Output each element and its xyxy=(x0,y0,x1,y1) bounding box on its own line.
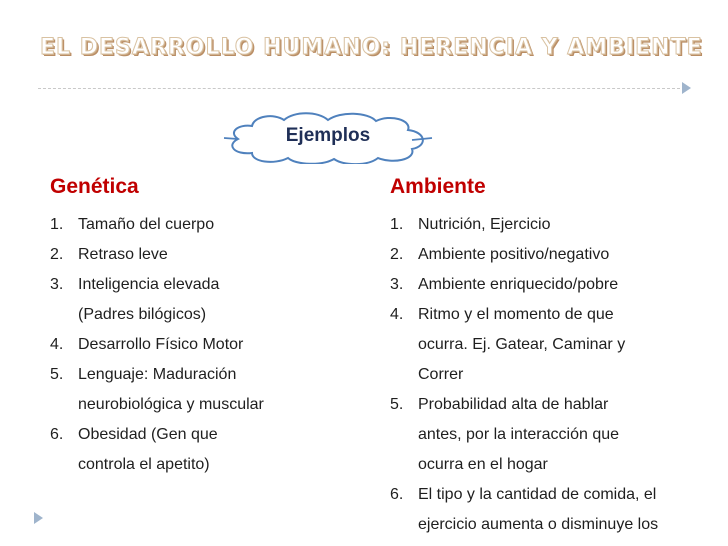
callout-label: Ejemplos xyxy=(285,125,371,146)
item-number: 2. xyxy=(50,246,64,263)
list-item xyxy=(390,390,726,480)
list-item xyxy=(50,210,370,240)
list-item xyxy=(50,420,370,480)
item-number: 1. xyxy=(50,216,64,233)
item-text: Nutrición, Ejercicio xyxy=(418,216,551,233)
list-item xyxy=(390,300,726,390)
list-item xyxy=(50,240,370,270)
item-text: Inteligencia elevada xyxy=(78,276,220,293)
item-text: Lenguaje: Maduración xyxy=(78,366,237,383)
item-number: 6. xyxy=(50,426,64,443)
list-item xyxy=(50,270,370,330)
list-ambiente xyxy=(390,210,726,540)
item-text: controla el apetito) xyxy=(78,456,210,473)
item-number: 2. xyxy=(390,246,404,263)
item-text: neurobiológica y muscular xyxy=(78,396,264,413)
item-number: 3. xyxy=(390,276,404,293)
list-item xyxy=(390,480,726,540)
item-text: ocurra en el hogar xyxy=(418,456,548,473)
item-number: 1. xyxy=(390,216,404,233)
item-number: 5. xyxy=(50,366,64,383)
item-text: antes, por la interacción que xyxy=(418,426,620,443)
list-item xyxy=(50,330,370,360)
item-text: Tamaño del cuerpo xyxy=(78,216,215,233)
arrow-right-icon xyxy=(682,82,691,94)
arrow-right-icon xyxy=(34,512,43,524)
title-divider xyxy=(38,88,680,89)
item-text: El tipo y la cantidad de comida, el xyxy=(418,486,657,503)
item-text: ocurra. Ej. Gatear, Caminar y xyxy=(418,336,626,353)
item-text: Ritmo y el momento de que xyxy=(418,306,614,323)
callout-cloud xyxy=(222,112,434,164)
item-number: 6. xyxy=(390,486,404,503)
item-number: 4. xyxy=(50,336,64,353)
list-genetica xyxy=(50,210,370,480)
item-text: Correr xyxy=(418,366,464,383)
slide-title: EL DESARROLLO HUMANO: HERENCIA Y AMBIENTE xyxy=(40,35,703,60)
item-text: Desarrollo Físico Motor xyxy=(78,336,244,353)
heading-ambiente: Ambiente xyxy=(390,175,486,198)
list-item xyxy=(390,270,726,300)
item-number: 5. xyxy=(390,396,404,413)
item-number: 3. xyxy=(50,276,64,293)
item-text: (Padres bilógicos) xyxy=(78,306,207,323)
item-text: Probabilidad alta de hablar xyxy=(418,396,609,413)
heading-genetica: Genética xyxy=(50,175,139,198)
list-item xyxy=(390,210,726,240)
item-number: 4. xyxy=(390,306,404,323)
item-text: Obesidad (Gen que xyxy=(78,426,218,443)
list-item xyxy=(390,240,726,270)
item-text: Ambiente enriquecido/pobre xyxy=(418,276,619,293)
list-item xyxy=(50,360,370,420)
item-text: Retraso leve xyxy=(78,246,168,263)
item-text: Ambiente positivo/negativo xyxy=(418,246,610,263)
item-text: ejercicio aumenta o disminuye los xyxy=(418,516,659,533)
